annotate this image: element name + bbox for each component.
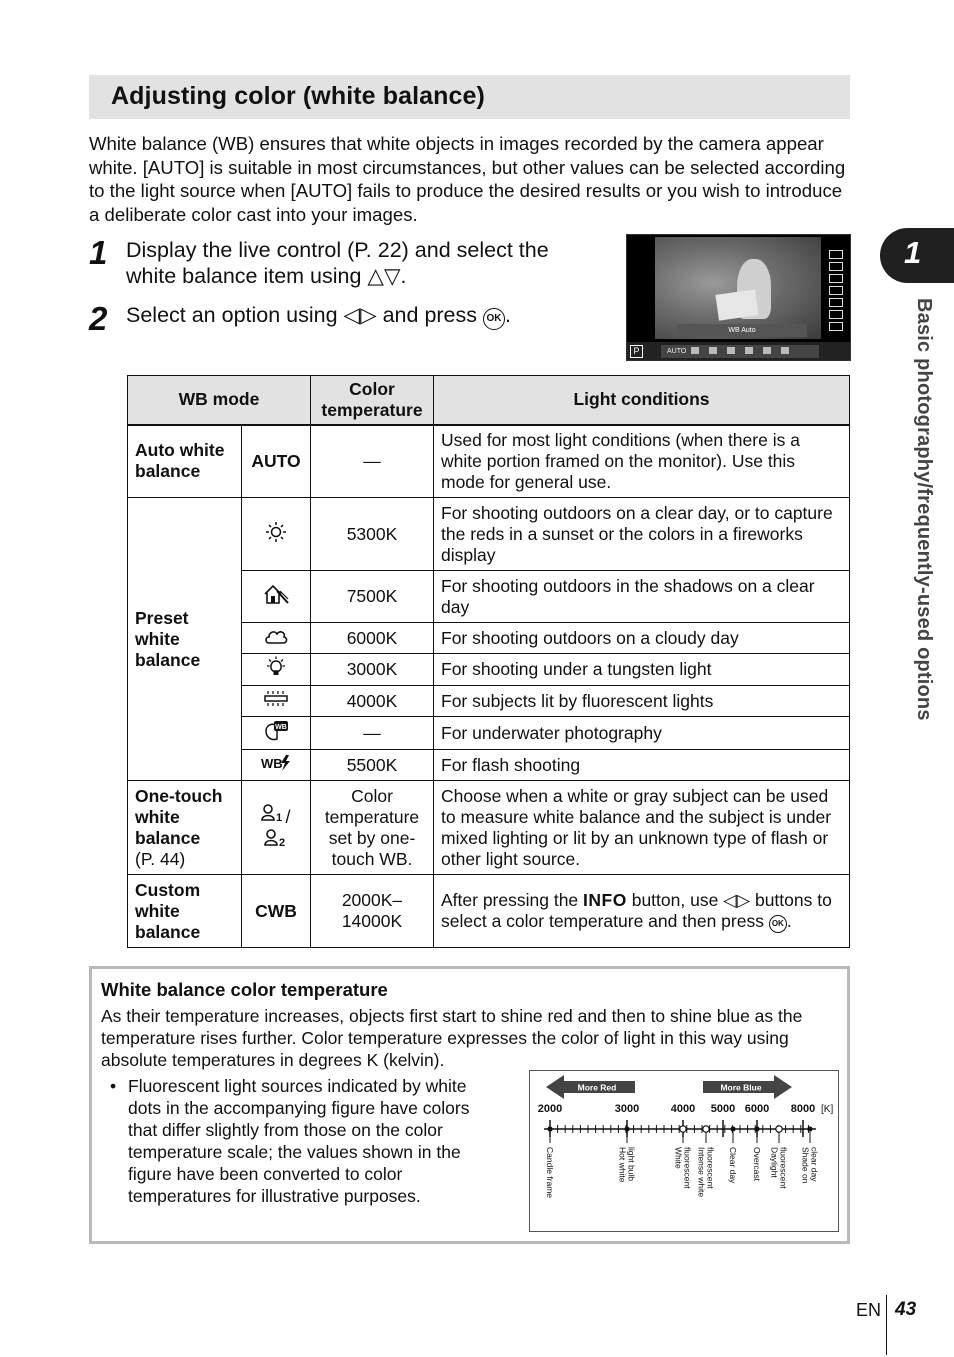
source-marker [807,1126,812,1131]
scale-tick-label: 4000 [670,1103,696,1115]
temp-shade: 7500K [311,571,434,623]
side-icon-3 [829,274,843,283]
footer-divider [886,1295,887,1355]
step-2-text [126,302,596,330]
step-1-end: . [400,264,407,288]
camera-screen-illustration [626,234,851,361]
temp-custom-a: 2000K– [341,890,403,910]
source-label: Intense white [696,1147,707,1198]
light-custom-c: buttons to select a color temperature and then press [441,889,832,931]
mode-auto: Auto white balance [128,425,242,498]
light-flash: For flash shooting [434,750,850,781]
source-marker [624,1126,629,1131]
wb-icon-d [745,347,753,354]
mode-onetouch: One-touch white balance (P. 44) [128,781,242,875]
box-paragraph: As their temperature increases, objects first start to shine red and then to shine blue as the temperature rises further. Color temperature expresses the color of light in this way using absolute temperatures in degrees K (kelvin). [101,1006,803,1070]
light-tungsten: For shooting under a tungsten light [434,654,850,686]
wb-icon-a [691,347,699,354]
step-1-number: 1 [89,234,108,271]
intro-paragraph: White balance (WB) ensures that white objects in images recorded by the camera appear white. [AUTO] is suitable in most circumstances, but other values can be selected according to the light source when [AUTO] fails to produce the desired results or you wish to introduce a deliberate color cast into your images. [89,133,846,225]
source-label: Candle frame [545,1147,555,1199]
scale-unit-label: [K] [821,1104,834,1115]
temp-flash: 5500K [311,750,434,781]
temp-fluorescent: 4000K [311,686,434,717]
step-1-line-a: Display the live control (P. 22) and select the [126,238,549,262]
source-label: light bulb [626,1147,637,1182]
onetouch-1-icon [261,803,285,823]
source-label: Hot white [617,1147,628,1183]
fluorescent-icon [242,686,311,717]
scale-tick-label: 2000 [537,1103,563,1115]
source-marker [754,1126,759,1131]
underwater-icon [242,717,311,750]
scale-tick-label: 6000 [744,1103,770,1115]
wb-auto-label: WB Auto [677,324,807,337]
chapter-side-label: Basic photography/frequently-used options [913,298,935,721]
temp-custom-b: 14000K [341,911,403,931]
side-icon-7 [829,322,843,331]
wb-icon-c [727,347,735,354]
source-label: fluorescent [778,1147,789,1189]
chapter-number: 1 [904,235,922,270]
light-custom-a: After pressing the [441,889,584,910]
footer-language: EN [856,1300,882,1320]
step-2-line-b: and press [376,303,483,327]
scale-figure [530,1071,840,1233]
scale-ticks [544,1120,816,1143]
wb-icon-f [781,347,789,354]
onetouch-2-icon [264,828,288,848]
source-label: clear day [809,1147,820,1182]
camera-bottom-bar [627,342,851,361]
source-label: Daylight [769,1147,780,1178]
svg-text:1: 1 [276,811,283,823]
onetouch-page-ref: (P. 44) [135,848,186,869]
up-down-arrows-icon: △▽ [367,264,401,288]
live-control-side-icons [825,247,847,347]
temp-custom [311,875,434,948]
step-2-line-a: Select an option using [126,303,344,327]
header-wb-mode: WB mode [128,376,311,425]
source-label: Shade on [800,1147,811,1184]
step-2-end: . [505,303,511,327]
light-underwater: For underwater photography [434,717,850,750]
ok-button-icon: OK [769,915,787,933]
svg-text:WB: WB [261,755,283,771]
box-bullet: • Fluorescent light sources indicated by white dots in the accompanying figure have colors that differ slightly from those on the color temperature scale; the values shown in the figure have been converted to color temperatures for illustrative purposes. [106,1075,486,1207]
tungsten-icon [242,654,311,686]
info-button-label: INFO [583,889,627,910]
scale-tick-label: 8000 [790,1103,816,1115]
source-marker [730,1126,735,1131]
color-temperature-scale [529,1070,839,1232]
step-1-text [126,237,596,289]
strip-auto-label: AUTO [667,348,687,355]
wb-mode-table [127,375,850,948]
flash-wb-icon [242,750,311,781]
table-row [128,875,850,948]
step-1-line-b: white balance item using [126,264,368,288]
fluorescent-marker [703,1126,709,1132]
cloudy-icon [242,623,311,654]
mode-preset: Preset white balance [128,498,242,781]
header-color-temp: Color temperature [311,376,434,425]
light-sunny: For shooting outdoors on a clear day, or to capture the reds in a sunset or the colors in a fireworks display [434,498,850,571]
source-label: White [673,1147,684,1169]
scale-labels [538,1103,834,1198]
svg-text:2: 2 [279,836,286,848]
table-row [128,425,850,498]
wb-selection-strip [661,345,819,358]
side-icon-5 [829,298,843,307]
table-header-row [128,376,850,425]
chapter-tab [880,228,954,283]
light-custom [434,875,850,948]
shade-icon [242,571,311,623]
source-marker [547,1126,552,1131]
left-right-arrows-icon: ◁▷ [723,889,751,910]
ok-button-icon: OK [483,308,505,330]
temp-onetouch: Color temperature set by one-touch WB. [311,781,434,875]
photo-book [715,289,758,320]
onetouch-separator: / [285,806,291,827]
table-row [128,498,850,571]
temp-cloudy: 6000K [311,623,434,654]
temp-sunny: 5300K [311,498,434,571]
source-label: Overcast [752,1147,762,1182]
temp-tungsten: 3000K [311,654,434,686]
light-custom-b: button, use [626,889,724,910]
sunny-icon [242,498,311,571]
light-shade: For shooting outdoors in the shadows on a clear day [434,571,850,623]
source-label: fluorescent [705,1147,716,1189]
temp-auto: — [311,425,434,498]
more-blue-label: More Blue [720,1082,762,1093]
page-number: 43 [895,1299,917,1320]
light-fluorescent: For subjects lit by fluorescent lights [434,686,850,717]
source-label: fluorescent [682,1147,693,1189]
svg-text:WB: WB [275,723,287,731]
page-title: Adjusting color (white balance) [111,82,485,110]
side-icon-1 [829,250,843,259]
more-red-label: More Red [577,1082,617,1093]
light-auto: Used for most light conditions (when there is a white portion framed on the monitor). Use this mode for general use. [434,425,850,498]
header-light-conditions: Light conditions [434,376,850,425]
light-onetouch: Choose when a white or gray subject can be used to measure white balance and the subject is under mixed lighting or lit by an unknown type of flash or other light source. [434,781,850,875]
temp-underwater: — [311,717,434,750]
fluorescent-marker [680,1126,686,1132]
onetouch-symbols [242,781,311,875]
side-icon-2 [829,262,843,271]
light-custom-end: . [786,910,792,931]
source-label: Clear day [728,1147,738,1184]
side-icon-4 [829,286,843,295]
table-row [128,781,850,875]
title-bar [89,75,850,119]
symbol-cwb: CWB [242,875,311,948]
scale-tick-label: 3000 [614,1103,640,1115]
side-icon-6 [829,310,843,319]
symbol-auto: AUTO [242,425,311,498]
mode-p-indicator: P [630,345,643,358]
scale-tick-label: 5000 [710,1103,736,1115]
wb-icon-e [763,347,771,354]
wb-icon-b [709,347,717,354]
fluorescent-marker [776,1126,782,1132]
mode-custom: Custom white balance [128,875,242,948]
box-title: White balance color temperature [101,979,388,1000]
light-cloudy: For shooting outdoors on a cloudy day [434,623,850,654]
step-2-number: 2 [89,300,108,337]
left-right-arrows-icon: ◁▷ [343,303,377,327]
